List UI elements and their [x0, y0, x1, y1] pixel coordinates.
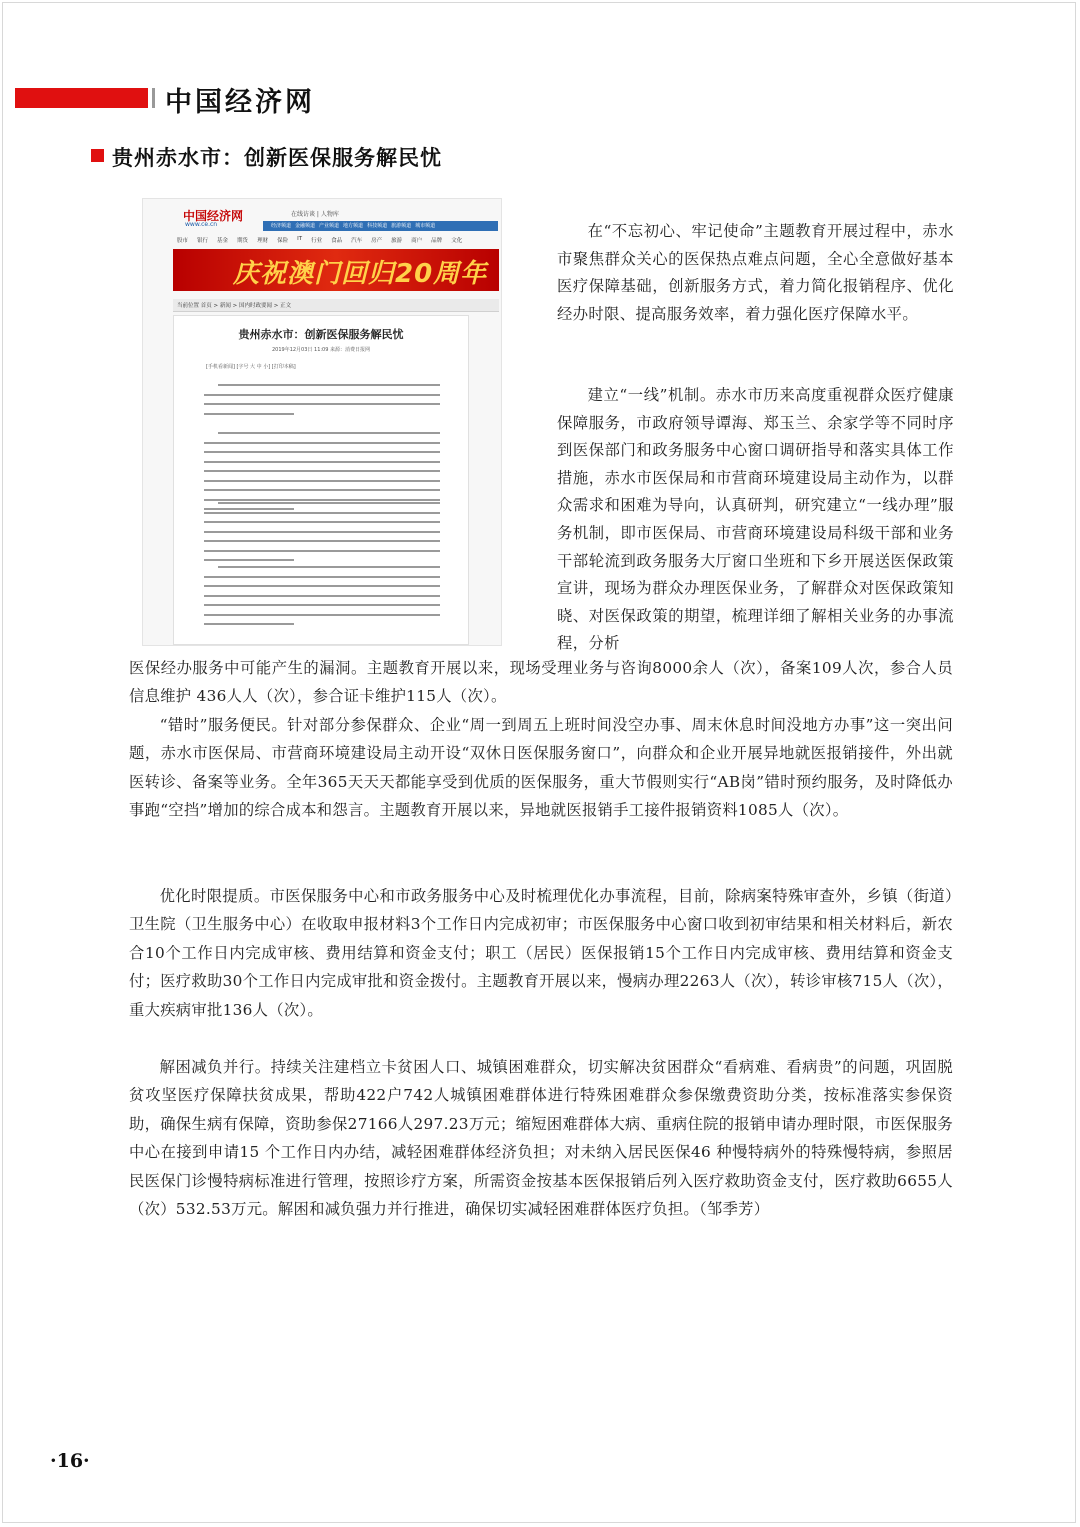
screenshot-text-line — [204, 451, 440, 453]
screenshot-text-line — [204, 470, 440, 472]
paragraph-intro: 在“不忘初心、牢记使命”主题教育开展过程中，赤水市聚焦群众关心的医保热点难点问题，全心全意做好基本医疗保障基础，创新服务方式，着力简化报销程序、优化经办时限、提高服务效率，着力强化医疗保障水平。 — [557, 222, 954, 323]
nav-item: 行业 — [311, 238, 323, 244]
screenshot-text-line — [204, 508, 294, 510]
screenshot-banner — [173, 249, 499, 291]
title-marker — [91, 149, 104, 162]
nav-item: 食品 — [331, 238, 343, 244]
nav-item: 文化 — [451, 238, 463, 244]
screenshot-text-line — [204, 576, 440, 578]
header-divider — [152, 88, 155, 108]
blue-nav-item: 产业频道 — [319, 223, 340, 229]
screenshot-text-line — [204, 614, 440, 616]
nav-item: 商户 — [411, 238, 423, 244]
screenshot-text-line — [204, 499, 440, 501]
nav-item: 保险 — [277, 238, 289, 244]
screenshot-text-line — [204, 550, 440, 552]
screenshot-breadcrumb: 当前位置 首页 > 新闻 > 国内时政要闻 > 正文 — [177, 303, 292, 309]
paragraph-time-limit: 优化时限提质。市医保服务中心和市政务服务中心及时梳理优化办事流程，目前，除病案特殊审查外，乡镇（街道）卫生院（卫生服务中心）在收取申报材料3个工作日内完成初审；市医保服务中心窗口收到初审结果和相关材料后，新农合10个工作日内完成审核、费用结算和资金支付；职工（居民）医保报销15个工作日内完成审核、费用结算和资金支付；医疗救助30个工作日内完成审批和资金拨付。主题教育开展以来，慢病办理2263人（次），转诊审核715人（次），重大疾病审批136人（次）。 — [129, 887, 953, 1019]
screenshot-text-line — [204, 604, 440, 606]
screenshot-article-card — [173, 315, 469, 645]
paragraph-poverty-relief: 解困减负并行。持续关注建档立卡贫困人口、城镇困难群众，切实解决贫困群众“看病难、看病贵”的问题，巩固脱贫攻坚医疗保障扶贫成果，帮助422户742人城镇困难群体进行特殊困难群众参保缴费资助分类，按标准落实参保资助，确保生病有保障，资助参保27166人297.23万元；缩短困难群体大病、重病住院的报销申请办理时限，市医保服务中心在接到申请15 个工作日内办结，减轻困难群体经济负担；对未纳入居民医保46 种慢特病外的特殊慢特病，参照居民医保门诊慢特病标准进行管理，按照诊疗方案，所需资金按基本医保报销后列入医疗救助资金支付，医疗救助6655人（次）532.53万元。解困和减负强力并行推进，确保切实减轻困难群体医疗负担。（邹季芳） — [129, 1058, 953, 1219]
nav-item: 理财 — [257, 238, 269, 244]
screenshot-text-line — [204, 595, 440, 597]
screenshot-text-line — [204, 489, 440, 491]
nav-item: 银行 — [197, 238, 209, 244]
nav-item: 基金 — [217, 238, 229, 244]
banner-text: 庆祝澳门回归20周年 — [233, 259, 488, 289]
screenshot-text-line — [218, 384, 440, 386]
nav-item: 旅游 — [391, 238, 403, 244]
nav-item: 汽车 — [351, 238, 363, 244]
screenshot-text-line — [204, 442, 440, 444]
blue-nav-item: 旅游频道 — [391, 223, 412, 229]
screenshot-text-line — [204, 623, 294, 625]
screenshot-text-line — [218, 502, 440, 504]
screenshot-text-line — [218, 432, 440, 434]
screenshot-text-line — [204, 461, 440, 463]
article-title: 贵州赤水市：创新医保服务解民忧 — [112, 145, 442, 170]
nav-item: 房产 — [371, 238, 383, 244]
nav-item: 品牌 — [431, 238, 443, 244]
screenshot-tools: [手机看新闻] [字号 大 中 小] [打印本稿] — [206, 364, 296, 370]
screenshot-text-line — [204, 559, 294, 561]
nav-item: 股市 — [177, 238, 189, 244]
screenshot-text-line — [204, 480, 440, 482]
nav-item: IT — [297, 236, 303, 242]
screenshot-nav — [177, 236, 497, 244]
screenshot-text-line — [204, 540, 440, 542]
screenshot-text-line — [204, 521, 440, 523]
screenshot-text-line — [204, 413, 294, 415]
screenshot-text-line — [204, 403, 440, 405]
paragraph-staggered-service: “错时”服务便民。针对部分参保群众、企业“周一到周五上班时间没空办事、周末休息时间没地方办事”这一突出问题，赤水市医保局、市营商环境建设局主动开设“双休日医保服务窗口”，向群众和企业开展异地就医报销接件，外出就医转诊、备案等业务。全年365天天天都能享受到优质的医保服务，重大节假则实行“AB岗”错时预约服务，及时降低办事跑“空挡”增加的综合成本和怨言。主题教育开展以来，异地就医报销手工接件报销资料1085人（次）。 — [129, 716, 953, 820]
screenshot-url: www.ce.cn — [185, 221, 218, 228]
site-name: 中国经济网 — [165, 87, 315, 118]
page-number: ·16· — [50, 1450, 90, 1472]
screenshot-meta: 2019年12月03日 11:09 来源：消费日报网 — [271, 347, 371, 353]
header-red-bar — [15, 88, 148, 108]
screenshot-search-links: 在线访谈 | 人物库 — [291, 211, 339, 218]
screenshot-text-line — [204, 531, 440, 533]
blue-nav-item: 金融频道 — [295, 223, 316, 229]
blue-nav-item: 地方频道 — [343, 223, 364, 229]
paragraph-mechanism-continued: 医保经办服务中可能产生的漏洞。主题教育开展以来，现场受理业务与咨询8000余人（次），备案109人次，参合人员信息维护 436人人（次），参合证卡维护115人（次）。 — [129, 659, 953, 706]
paragraph-mechanism: 建立“一线”机制。赤水市历来高度重视群众医疗健康保障服务，市政府领导谭海、郑玉兰、余家学等不同时序到医保部门和政务服务中心窗口调研指导和落实具体工作措施，赤水市医保局和市营商环境建设局主动作为，以群众需求和困难为导向，认真研判，研究建立“一线办理”服务机制，即市医保局、市营商环境建设局科级干部和业务干部轮流到政务服务大厅窗口坐班和下乡开展送医保政策宣讲，现场为群众办理医保业务，了解群众对医保政策知晓、对医保政策的期望，梳理详细了解相关业务的办事流程，分析 — [557, 386, 954, 653]
nav-item: 期货 — [237, 238, 249, 244]
blue-nav-item: 经济频道 — [271, 223, 292, 229]
screenshot-breadcrumb-bar — [173, 299, 499, 312]
screenshot-logo: 中国经济网 — [183, 209, 244, 223]
screenshot-title: 贵州赤水市：创新医保服务解民忧 — [238, 328, 404, 341]
screenshot-text-line — [204, 512, 440, 514]
screenshot-blue-nav — [263, 221, 498, 231]
website-screenshot — [142, 198, 502, 646]
screenshot-text-line — [204, 394, 440, 396]
screenshot-text-line — [204, 585, 440, 587]
blue-nav-item: 城市频道 — [415, 223, 436, 229]
blue-nav-item: 科技频道 — [367, 223, 388, 229]
screenshot-text-line — [218, 566, 440, 568]
